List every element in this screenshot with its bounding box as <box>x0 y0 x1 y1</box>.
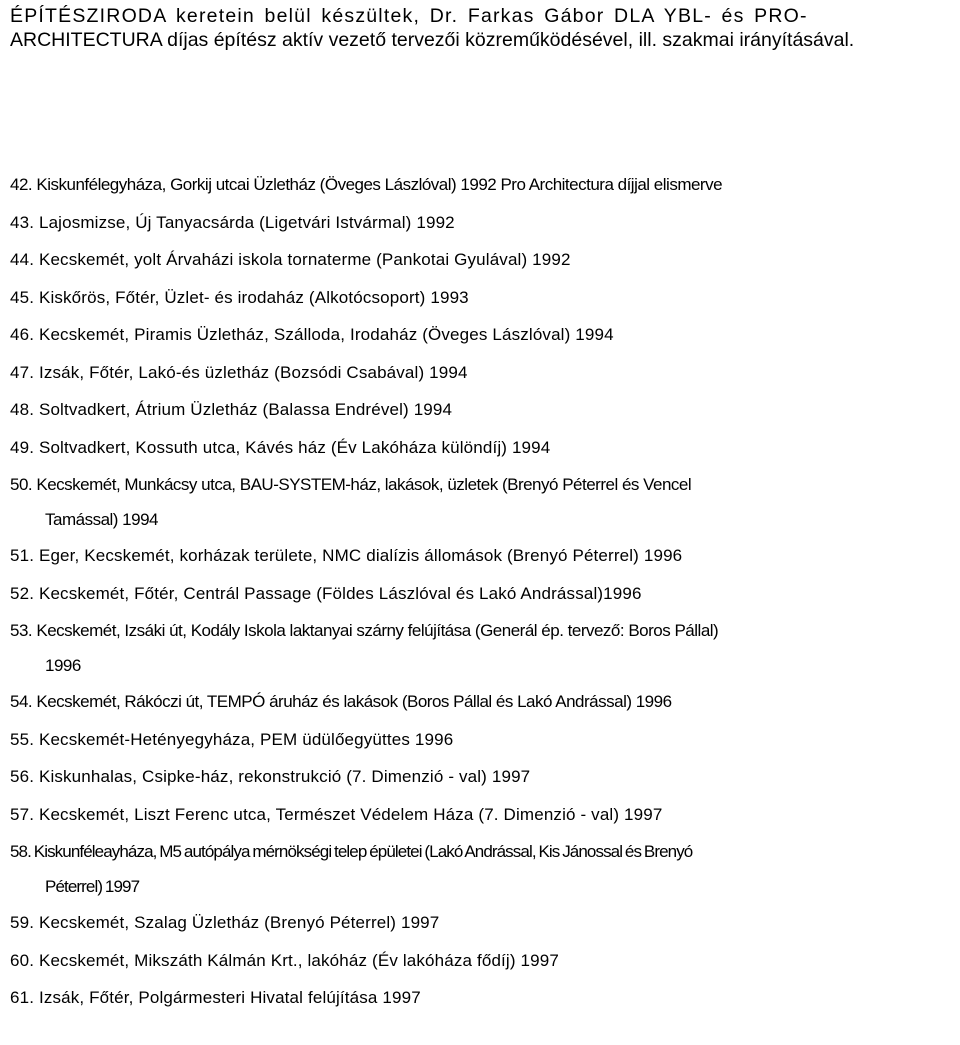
header-line-1: ÉPÍTÉSZIRODA keretein belül készültek, Dr. Farkas Gábor DLA YBL- és PRO- <box>10 5 808 27</box>
item-number: 58. <box>10 842 31 861</box>
list-item <box>10 360 950 386</box>
item-number: 47. <box>10 362 35 382</box>
list-item <box>10 397 950 423</box>
item-number: 50. <box>10 475 33 494</box>
list-item <box>10 689 950 715</box>
list-item <box>10 985 950 1011</box>
list-item <box>10 910 950 936</box>
item-text: Izsák, Főtér, Lakó-és üzletház (Bozsódi Csabával) 1994 <box>38 362 468 382</box>
item-text: Izsák, Főtér, Polgármesteri Hivatal felújítása 1997 <box>38 988 421 1007</box>
item-number: 42. <box>10 175 33 194</box>
list-item <box>10 210 950 236</box>
list-item <box>10 172 950 198</box>
item-text: Kecskemét, Liszt Ferenc utca, Természet Védelem Háza (7. Dimenzió - val) 1997 <box>38 804 663 824</box>
item-text: Lajosmizse, Új Tanyacsárda (Ligetvári Istvármal) 1992 <box>38 212 455 232</box>
item-text: Kecskemét, Főtér, Centrál Passage (Földes Lászlóval és Lakó Andrással)1996 <box>38 583 642 603</box>
item-text: Soltvadkert, Átrium Üzletház (Balassa Endrével) 1994 <box>38 400 453 419</box>
item-number: 51. <box>10 546 35 565</box>
item-number: 43. <box>10 212 35 232</box>
item-number: 45. <box>10 287 35 307</box>
header-line-2: ARCHITECTURA díjas építész aktív vezető tervezői közreműködésével, ill. szakmai irányításával. <box>10 29 855 51</box>
item-text: Kiskunfélegyháza, Gorkij utcai Üzletház (Öveges Lászlóval) 1992 Pro Architectura díjjal elismerve <box>36 175 723 194</box>
item-text: Soltvadkert, Kossuth utca, Kávés ház (Év Lakóháza különdíj) 1994 <box>38 437 551 457</box>
project-list <box>10 172 950 1023</box>
item-number: 46. <box>10 325 35 344</box>
list-item <box>10 618 950 679</box>
list-item <box>10 322 950 348</box>
list-item <box>10 948 950 974</box>
list-item <box>10 802 950 828</box>
document-header <box>10 4 955 52</box>
item-number: 44. <box>10 250 35 269</box>
item-text: Kecskemét, Munkácsy utca, BAU-SYSTEM-ház, lakások, üzletek (Brenyó Péterrel és Vencel <box>36 475 692 494</box>
item-text: Kecskemét, Piramis Üzletház, Szálloda, Irodaház (Öveges Lászlóval) 1994 <box>38 325 614 344</box>
list-item <box>10 839 950 900</box>
list-item <box>10 543 950 569</box>
item-text: Kecskemét, Izsáki út, Kodály Iskola laktanyai szárny felújítása (Generál ép. tervező: Boros Pállal) <box>36 621 719 640</box>
list-item <box>10 764 950 790</box>
item-text: Kecskemét-Hetényegyháza, PEM üdülőegyüttes 1996 <box>38 729 454 749</box>
item-text: Kecskemét, Szalag Üzletház (Brenyó Péterrel) 1997 <box>38 913 440 932</box>
list-item <box>10 285 950 311</box>
item-number: 57. <box>10 804 35 824</box>
list-item <box>10 727 950 753</box>
list-item <box>10 247 950 273</box>
item-continuation: Péterrel) 1997 <box>45 877 140 896</box>
list-item <box>10 581 950 607</box>
item-text: Kiskunhalas, Csipke-ház, rekonstrukció (7. Dimenzió - val) 1997 <box>38 767 531 786</box>
item-text: Kecskemét, yolt Árvaházi iskola tornaterme (Pankotai Gyulával) 1992 <box>38 250 571 269</box>
item-number: 49. <box>10 437 35 457</box>
item-number: 52. <box>10 583 35 603</box>
item-number: 54. <box>10 692 33 711</box>
item-number: 48. <box>10 400 35 419</box>
item-text: Kecskemét, Mikszáth Kálmán Krt., lakóház (Év lakóháza fődíj) 1997 <box>38 950 559 970</box>
item-continuation: Tamással) 1994 <box>45 510 159 529</box>
item-continuation: 1996 <box>45 656 81 675</box>
item-number: 59. <box>10 913 35 932</box>
list-item <box>10 472 950 533</box>
list-item <box>10 435 950 461</box>
item-number: 53. <box>10 621 33 640</box>
item-text: Kiskunféleayháza, M5 autópálya mérnökségi telep épületei (Lakó Andrással, Kis Jánossal és Brenyó <box>33 842 693 861</box>
item-number: 61. <box>10 988 35 1007</box>
item-text: Kiskőrös, Főtér, Üzlet- és irodaház (Alkotócsoport) 1993 <box>38 287 469 307</box>
item-text: Eger, Kecskemét, korházak területe, NMC dialízis állomások (Brenyó Péterrel) 1996 <box>38 546 683 565</box>
item-number: 60. <box>10 950 35 970</box>
item-number: 56. <box>10 767 35 786</box>
item-text: Kecskemét, Rákóczi út, TEMPÓ áruház és lakások (Boros Pállal és Lakó Andrással) 1996 <box>36 692 672 711</box>
item-number: 55. <box>10 729 35 749</box>
